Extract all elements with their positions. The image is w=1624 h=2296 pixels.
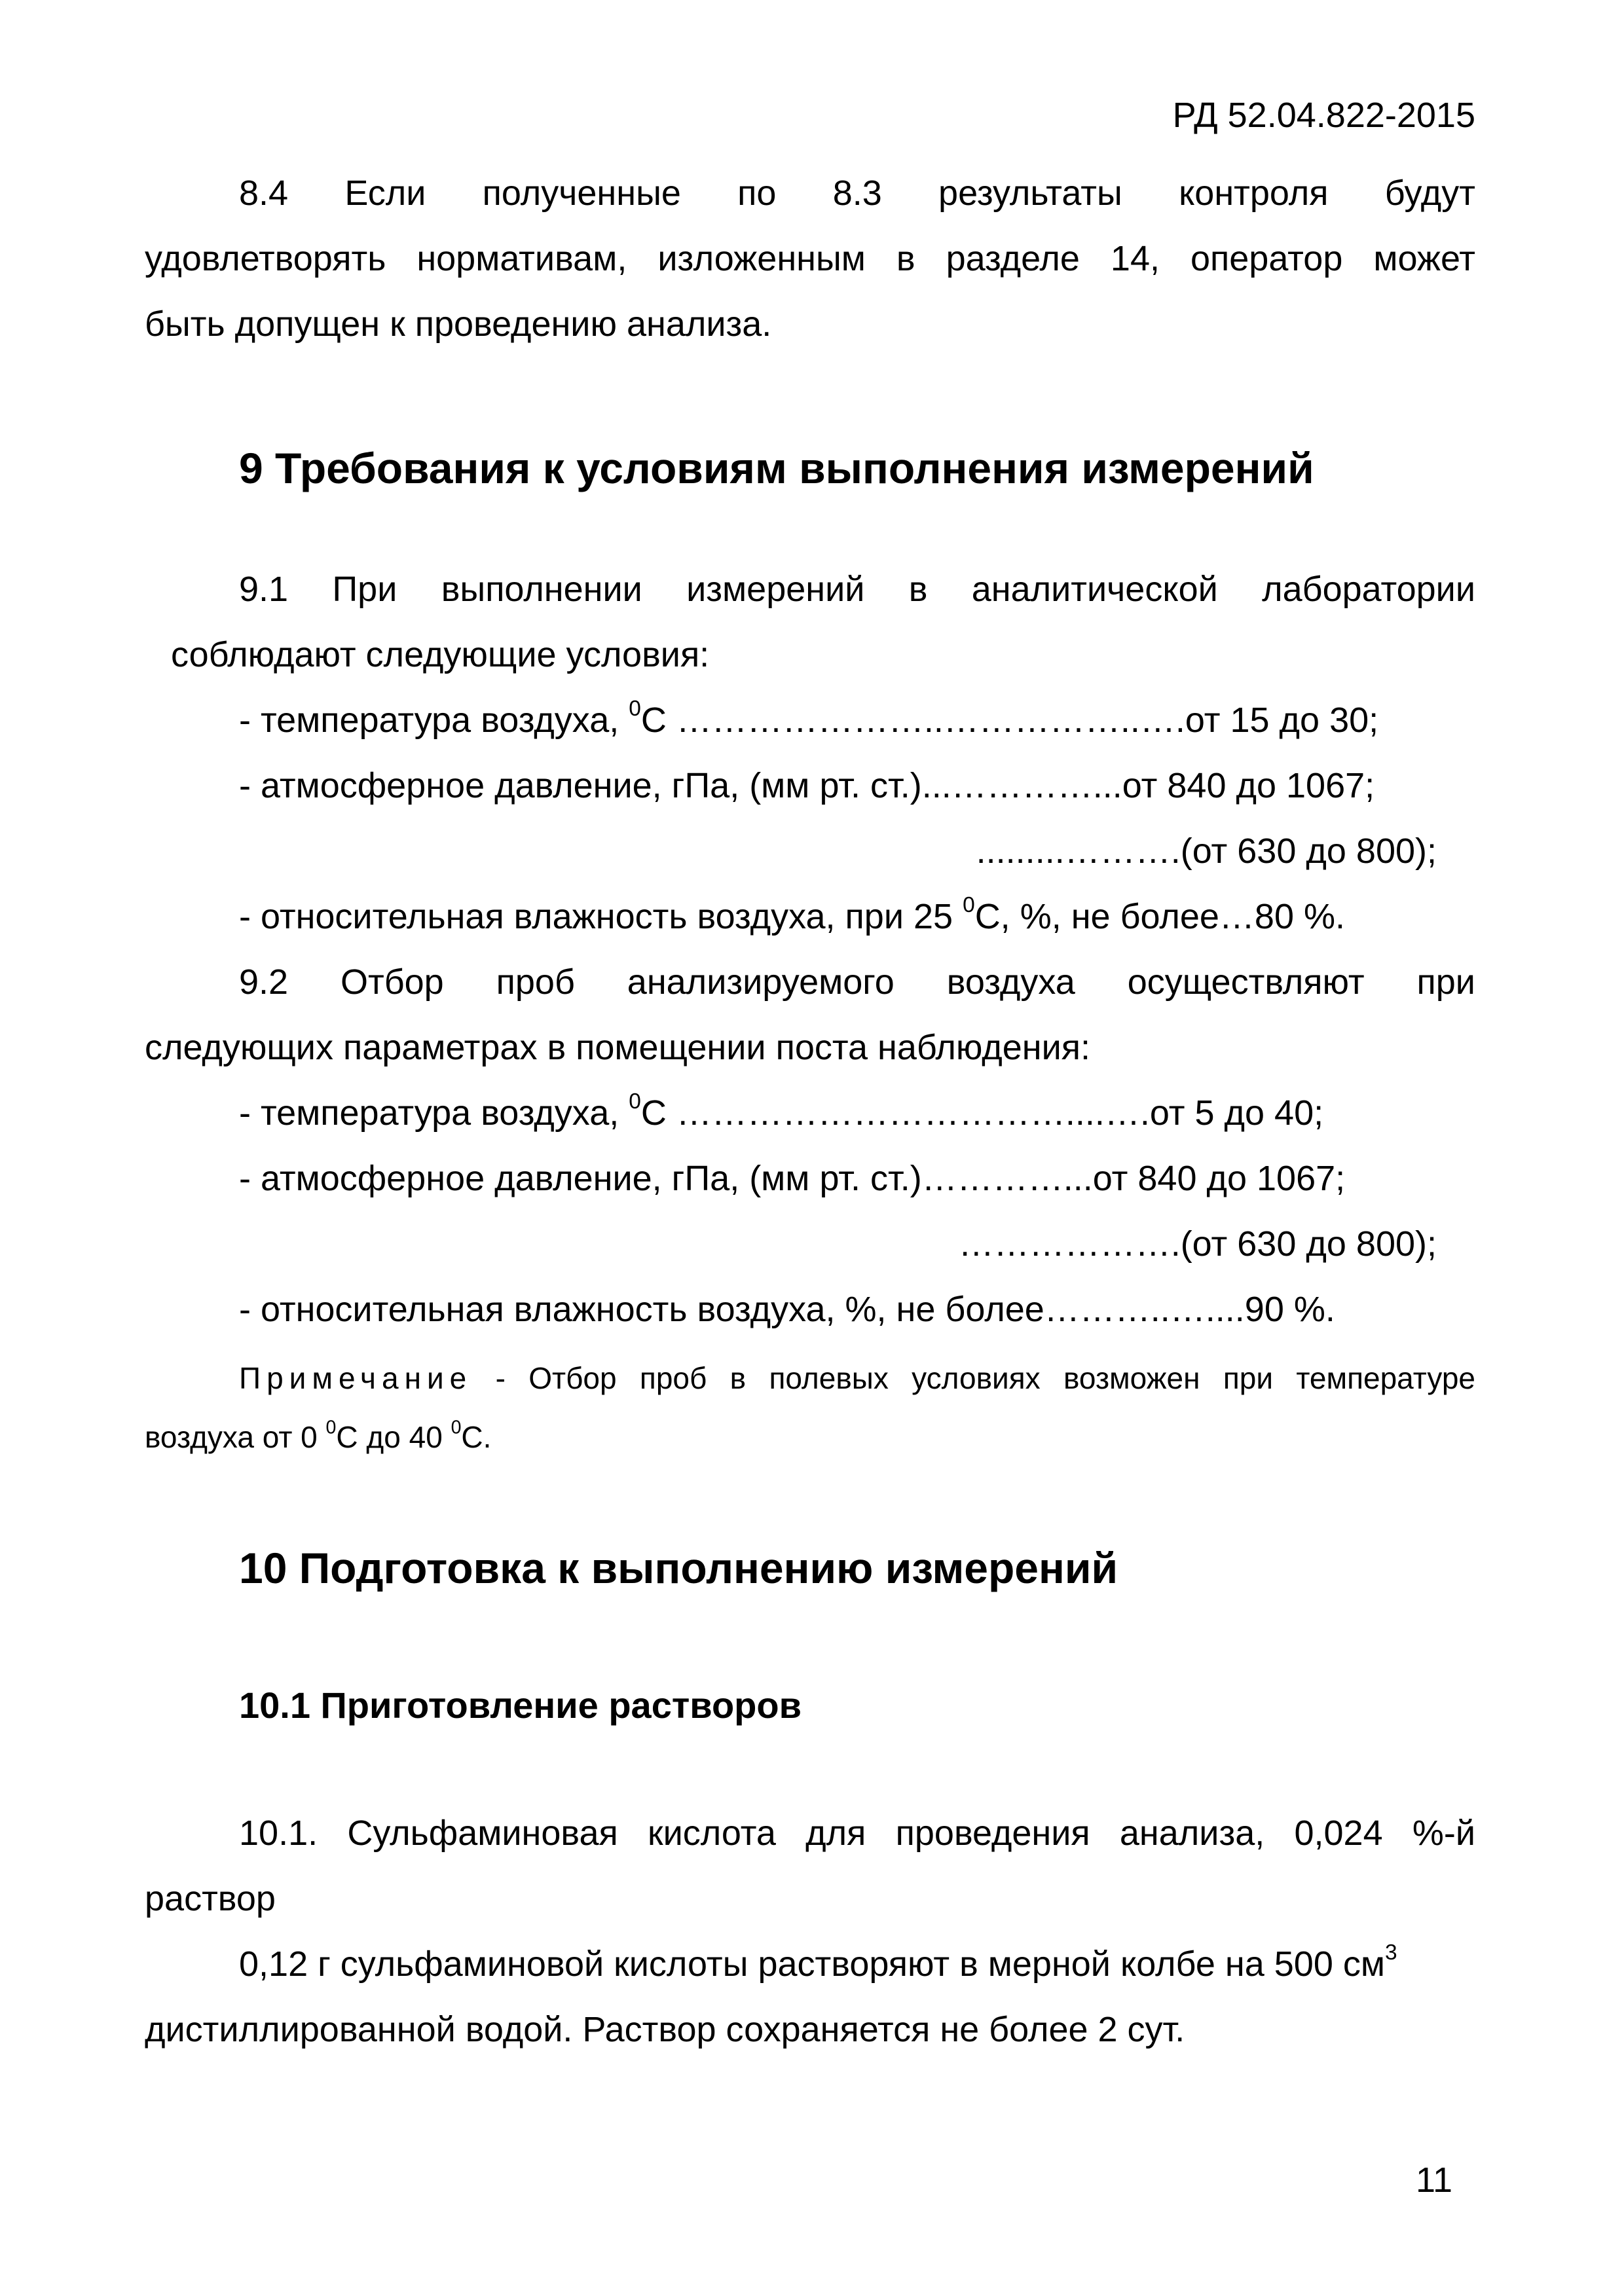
- leader-dots: .........………: [976, 831, 1171, 871]
- paragraph-10-1-line-2: раствор: [145, 1879, 276, 1918]
- paragraph-9-2-line-2: следующих параметрах в помещении поста наблюдения:: [145, 1028, 1090, 1067]
- note-line-1: [239, 1355, 1475, 1401]
- word: выполнении: [441, 570, 642, 609]
- word: будут: [1384, 173, 1475, 213]
- condition-value: от 5 до 40;: [1149, 1093, 1324, 1133]
- note-text: - Отбор проб в полевых условиях возможен при температуре: [472, 1361, 1475, 1395]
- word: при: [1416, 962, 1475, 1002]
- paragraph-10-1-line-3: 0,12 г сульфаминовой кислоты растворяют в мерной колбе на 500 $см^3$: [239, 1940, 1397, 1984]
- word: кислота: [648, 1813, 776, 1853]
- note-label: Примечание: [239, 1361, 473, 1395]
- condition-value: 80 %.: [1254, 897, 1346, 936]
- condition-pressure-post: - атмосферное давление, гПа, (мм рт. ст.)…………...от 840 до 1067;: [239, 1159, 1346, 1198]
- paragraph-8-4-line-1: [239, 160, 1475, 226]
- condition-value: от 840 до 1067;: [1092, 1159, 1346, 1198]
- page-number: 11: [1415, 2160, 1452, 2200]
- paragraph-9-2-line-1: [239, 949, 1475, 1015]
- condition-value: .(от 630 до 800);: [1170, 831, 1437, 871]
- word: лаборатории: [1262, 570, 1475, 609]
- condition-humidity-post: - относительная влажность воздуха, %, не более………..…....90 %.: [239, 1290, 1335, 1329]
- word: в: [908, 570, 928, 609]
- paragraph-8-4-line-2: удовлетворять нормативам, изложенным в разделе 14, оператор может: [145, 239, 1475, 278]
- note-line-2: воздуха от 0 $^0$С до 40 $^0$С.: [145, 1417, 492, 1454]
- word: воздуха: [946, 962, 1075, 1002]
- leader-dots: ………..…....: [1044, 1290, 1245, 1329]
- condition-humidity-lab: - относительная влажность воздуха, при 25 $^0$С, %, не более…80 %.: [239, 892, 1346, 936]
- leader-dots: ……………………………....….: [676, 1093, 1150, 1133]
- paragraph-9-1-line-1: [239, 556, 1475, 622]
- subsection-10-1-heading: 10.1 Приготовление растворов: [239, 1685, 802, 1726]
- word: измерений: [686, 570, 865, 609]
- word: контроля: [1179, 173, 1329, 213]
- condition-temperature-lab: - температура воздуха, $^0$С …………………..……………..….от 15 до 30;: [239, 696, 1379, 740]
- word: 9.1 При: [239, 570, 397, 609]
- condition-pressure-lab-mmhg: [976, 818, 1437, 884]
- condition-value: от 15 до 30;: [1185, 701, 1379, 740]
- word: 8.3: [832, 173, 882, 213]
- word: 9.2 Отбор: [239, 962, 444, 1002]
- word: по: [737, 173, 777, 213]
- word: Сульфаминовая: [347, 1813, 618, 1853]
- condition-value: 90 %.: [1244, 1290, 1335, 1329]
- word: аналитической: [971, 570, 1218, 609]
- leader-dots: ...………….: [921, 766, 1103, 805]
- condition-pressure-post-mmhg: [959, 1211, 1437, 1277]
- paragraph-8-4-line-3: быть допущен к проведению анализа.: [145, 304, 772, 344]
- word: проведения: [895, 1813, 1090, 1853]
- word: анализируемого: [627, 962, 895, 1002]
- word: Если: [344, 173, 426, 213]
- word: 0,024 %-й: [1294, 1813, 1475, 1853]
- paragraph-number: 8.4: [239, 173, 289, 213]
- leader-dots: ……………….: [958, 1224, 1181, 1264]
- paragraph-9-1-line-2: соблюдают следующие условия:: [171, 635, 710, 674]
- word: результаты: [938, 173, 1122, 213]
- condition-pressure-lab: - атмосферное давление, гПа, (мм рт. ст.)...…………...от 840 до 1067;: [239, 766, 1375, 805]
- leader-dots: …………...: [921, 1159, 1093, 1198]
- condition-value: (от 630 до 800);: [1180, 1224, 1437, 1264]
- word: 10.1.: [239, 1813, 318, 1853]
- condition-temperature-post: - температура воздуха, $^0$С ……………………………....….от 5 до 40;: [239, 1089, 1324, 1133]
- paragraph-10-1-line-4: дистиллированной водой. Раствор сохраняется не более 2 сут.: [145, 2010, 1185, 2049]
- condition-value: ..от 840 до 1067;: [1102, 766, 1375, 805]
- section-9-heading: 9 Требования к условиям выполнения измерений: [239, 444, 1314, 492]
- word: для: [805, 1813, 866, 1853]
- leader-dots: …………………..……………..….: [676, 701, 1185, 740]
- word: анализа,: [1119, 1813, 1265, 1853]
- word: проб: [496, 962, 575, 1002]
- word: осуществляют: [1127, 962, 1365, 1002]
- paragraph-10-1-line-1: [239, 1800, 1475, 1866]
- document-code: РД 52.04.822-2015: [1172, 96, 1475, 135]
- word: полученные: [482, 173, 681, 213]
- section-10-heading: 10 Подготовка к выполнению измерений: [239, 1544, 1118, 1592]
